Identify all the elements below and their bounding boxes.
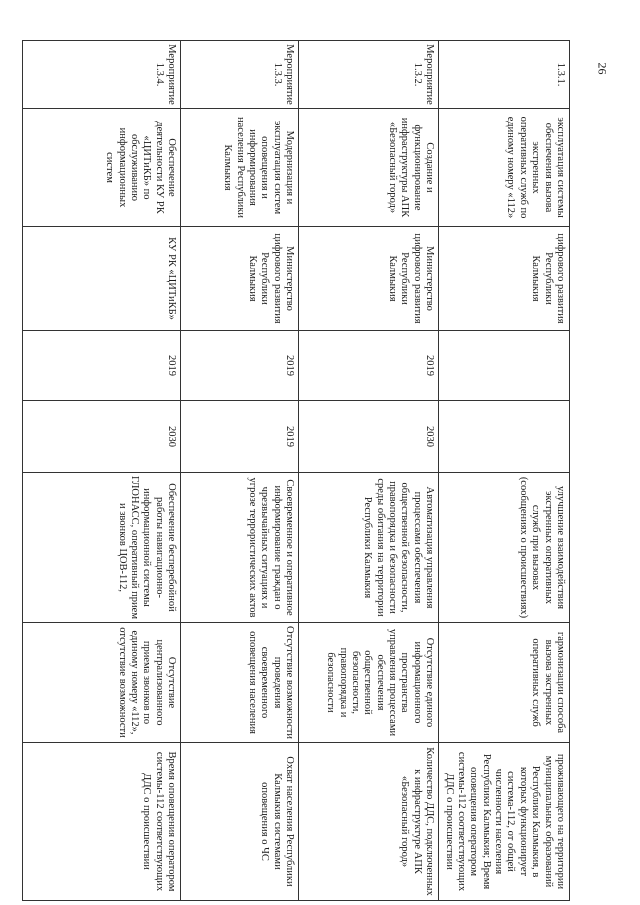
cell-result: Обеспечение бесперебойной работы навигационно-информационной системы ГЛОНАСС, оперативный прием и звонков ЦОВ-112, (23, 473, 181, 623)
cell-problem: гармонизации способа вызова экстренных оперативных служб (439, 623, 570, 743)
cell-executor: Министерство цифрового развития Республики Калмыкия (181, 227, 299, 331)
cell-name: Обеспечение деятельности КУ РК «ЦИТиКБ» по обслуживанию информационных систем (23, 109, 181, 227)
cell-indicator: Количество ДДС, подключенных к инфраструктуре АПК «Безопасный город» (299, 743, 439, 901)
cell-end: 2030 (299, 401, 439, 473)
cell-result: Автоматизация управления процессами обеспечения общественной безопасности, правопорядка и безопасности среды обитания на территории Республики Калмыкия (299, 473, 439, 623)
page-number: 26 (595, 62, 610, 74)
cell-problem: Отсутствие возможности проведения своевременного оповещения населения (181, 623, 299, 743)
table-row (23, 41, 181, 901)
table-row (299, 41, 439, 901)
cell-indicator: проживающего на территории муниципальных образований Республики Калмыкия, в которых функционирует система-112, от общей численности населения Республики Калмыкия; Время оповещения оператором системы-112 соответствующих ДДС о происшествии (439, 743, 570, 901)
cell-problem: Отсутствие централизованного приема звонков по единому номеру «112», отсутствие возможности (23, 623, 181, 743)
cell-name: эксплуатация системы обеспечения вызова экстренных оперативных служб по единому номеру «112» (439, 109, 570, 227)
cell-result: улучшение взаимодействия экстренных оперативных служб при вызовах (сообщениях о происшествиях) (439, 473, 570, 623)
cell-name: Модернизация и эксплуатация систем оповещения и информирования населения Республики Калмыкия (181, 109, 299, 227)
cell-num: 1.3.1. (439, 41, 570, 109)
cell-end: 2019 (181, 401, 299, 473)
cell-start: 2019 (299, 331, 439, 401)
table-row (181, 41, 299, 901)
cell-indicator: Время оповещения оператором системы-112 соответствующих ДДС о происшествии (23, 743, 181, 901)
cell-indicator: Охват населения Республики Калмыкия системами оповещения о ЧС (181, 743, 299, 901)
cell-name: Создание и функционирование инфраструктуры АПК «Безопасный город» (299, 109, 439, 227)
cell-num: Мероприятие 1.3.2. (299, 41, 439, 109)
table-row (439, 41, 570, 901)
cell-executor: цифрового развития Республики Калмыкия (439, 227, 570, 331)
table-rotator (30, 40, 570, 900)
cell-start: 2019 (181, 331, 299, 401)
cell-start (439, 331, 570, 401)
cell-executor: КУ РК «ЦИТиКБ» (23, 227, 181, 331)
cell-end: 2030 (23, 401, 181, 473)
cell-num: Мероприятие 1.3.4. (23, 41, 181, 109)
cell-result: Своевременное и оперативное информирование граждан о чрезвычайных ситуациях и угрозе террористических актов (181, 473, 299, 623)
cell-problem: Отсутствие единого информационного пространства управления процессами обеспечения общественной безопасности, правопорядка и безопасности (299, 623, 439, 743)
cell-executor: Министерство цифрового развития Республики Калмыкия (299, 227, 439, 331)
program-table (22, 40, 570, 901)
rotated-page-area (30, 40, 570, 900)
cell-end (439, 401, 570, 473)
cell-num: Мероприятие 1.3.3. (181, 41, 299, 109)
cell-start: 2019 (23, 331, 181, 401)
